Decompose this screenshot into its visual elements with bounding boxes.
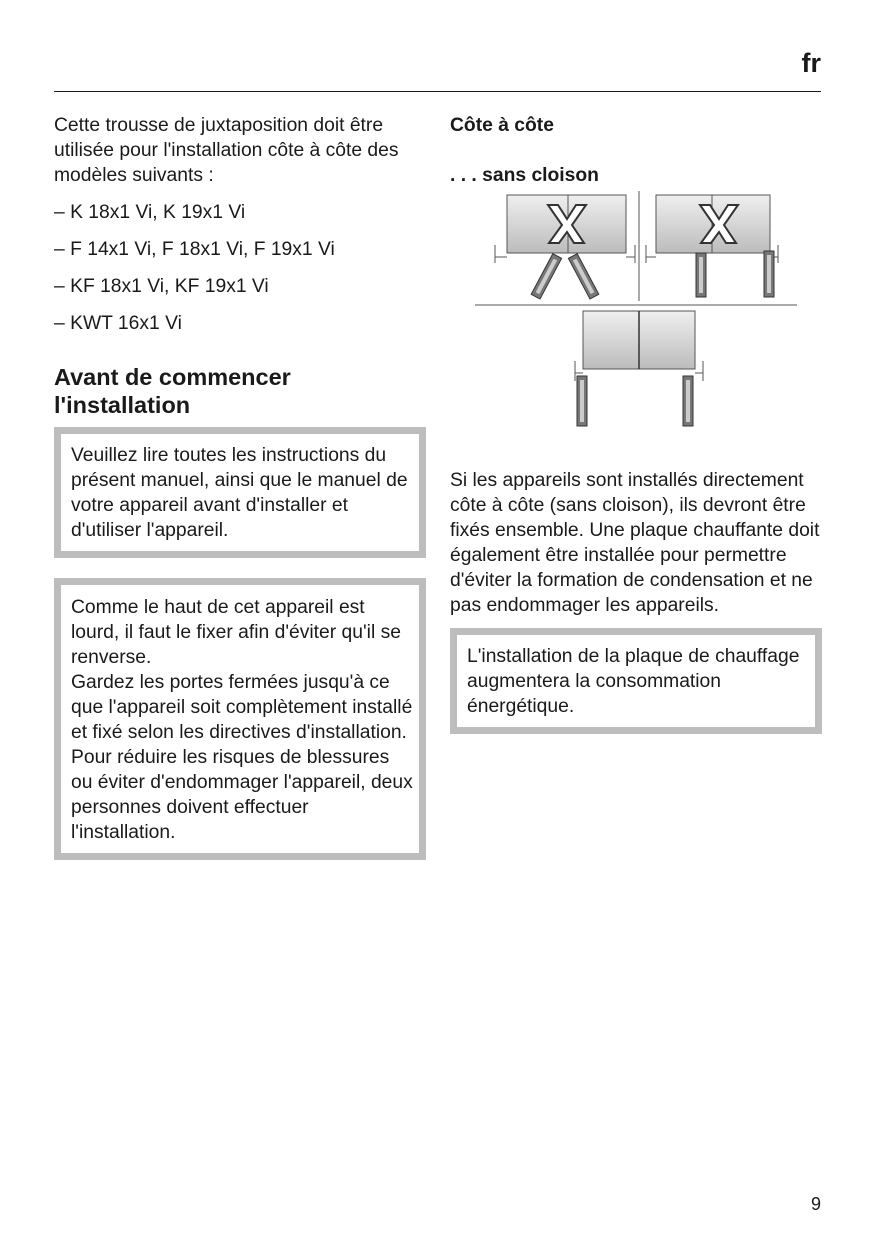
warning-text-2: Gardez les portes fermées jusqu'à ce que l'appareil soit complètement installé et fixé selon les directives d'installation. [71, 672, 413, 743]
energy-notice-box [450, 628, 822, 734]
model-list-item: – K 18x1 Vi, K 19x1 Vi [54, 202, 246, 223]
section-heading-side-by-side: Côte à côte [450, 115, 554, 136]
section-heading: Avant de commencer l'installation [54, 364, 291, 418]
notice-box [54, 427, 426, 558]
intro-paragraph: Cette trousse de juxtaposition doit être utilisée pour l'installation côte à côte des modèles suivants : [54, 115, 399, 186]
incorrect-example-2 [646, 195, 778, 297]
correct-example [575, 311, 703, 426]
model-list-item: – KF 18x1 Vi, KF 19x1 Vi [54, 276, 269, 297]
language-label: fr [801, 48, 821, 78]
installation-paragraph: Si les appareils sont installés directement côte à côte (sans cloison), ils devront être fixés ensemble. Une plaque chauffante doit également être installée pour permettre d'éviter la formation de condensation et ne pas endommager les appareils. [450, 470, 820, 616]
model-list-item: – KWT 16x1 Vi [54, 313, 182, 334]
subheading-no-partition: . . . sans cloison [450, 165, 599, 186]
warning-box [54, 578, 426, 860]
right-column [450, 113, 822, 754]
notice-text: Veuillez lire toutes les instructions du présent manuel, ainsi que le manuel de votre appareil avant d'installer et d'utiliser l'appareil. [71, 445, 408, 541]
model-list-item: – F 14x1 Vi, F 18x1 Vi, F 19x1 Vi [54, 239, 335, 260]
header-rule [54, 91, 821, 92]
incorrect-example-1 [495, 195, 635, 299]
energy-notice-text: L'installation de la plaque de chauffage augmentera la consommation énergétique. [467, 646, 800, 717]
installation-diagram [450, 191, 822, 449]
page-number: 9 [810, 1194, 821, 1214]
warning-text-1: Comme le haut de cet appareil est lourd, il faut le fixer afin d'éviter qu'il se renverse. [71, 597, 401, 668]
left-column [54, 113, 426, 880]
warning-text-3: Pour réduire les risques de blessures ou éviter d'endommager l'appareil, deux personnes doivent effectuer l'installation. [71, 747, 413, 843]
